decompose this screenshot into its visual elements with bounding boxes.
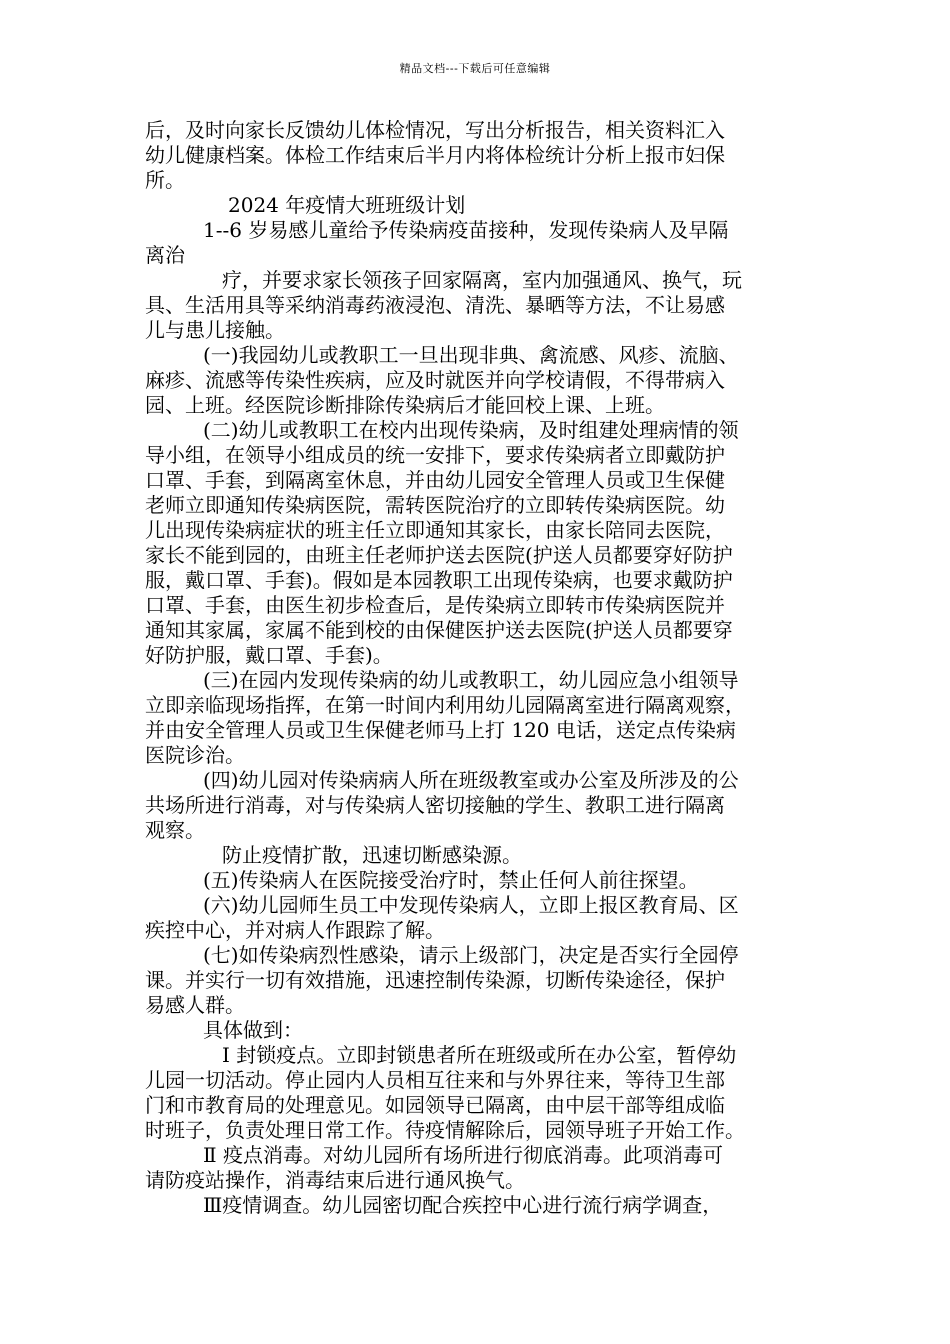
text-line: 幼儿健康档案。体检工作结束后半月内将体检统计分析上报市妇保 — [145, 143, 725, 167]
text-line: 服，戴口罩、手套)。假如是本园教职工出现传染病，也要求戴防护 — [145, 568, 733, 592]
text-line: 所。 — [145, 168, 185, 192]
page-header: 精品文档---下载后可任意编辑 — [399, 62, 551, 75]
document-body — [145, 118, 815, 1218]
text-line: 导小组，在领导小组成员的统一安排下，要求传染病者立即戴防护 — [145, 443, 725, 467]
text-line: 老师立即通知传染病医院，需转医院治疗的立即转传染病医院。幼 — [145, 493, 725, 517]
text-line: 观察。 — [145, 818, 205, 842]
text-line: 家长不能到园的，由班主任老师护送去医院(护送人员都要穿好防护 — [145, 543, 733, 567]
text-line: 共场所进行消毒，对与传染病人密切接触的学生、教职工进行隔离 — [145, 793, 725, 817]
text-line: 口罩、手套，到隔离室休息，并由幼儿园安全管理人员或卫生保健 — [145, 468, 725, 492]
text-line: 1--6 岁易感儿童给予传染病疫苗接种，发现传染病人及早隔 — [203, 218, 729, 242]
text-line: 园、上班。经医院诊断排除传染病后才能回校上课、上班。 — [145, 393, 665, 417]
text-line: 儿出现传染病症状的班主任立即通知其家长，由家长陪同去医院， — [145, 518, 725, 542]
text-line: 离治 — [145, 243, 185, 267]
text-line: (七)如传染病烈性感染，请示上级部门，决定是否实行全园停 — [203, 943, 739, 967]
text-line: 并由安全管理人员或卫生保健老师马上打 120 电话，送定点传染病 — [145, 718, 736, 742]
text-line: 2024 年疫情大班班级计划 — [228, 193, 466, 217]
text-line: 好防护服，戴口罩、手套)。 — [145, 643, 393, 667]
text-line: 后，及时向家长反馈幼儿体检情况，写出分析报告，相关资料汇入 — [145, 118, 725, 142]
text-line: (二)幼儿或教职工在校内出现传染病，及时组建处理病情的领 — [203, 418, 739, 442]
text-line: 时班子，负责处理日常工作。待疫情解除后，园领导班子开始工作。 — [145, 1118, 745, 1142]
text-line: 儿园一切活动。停止园内人员相互往来和与外界往来，等待卫生部 — [145, 1068, 725, 1092]
text-line: 口罩、手套，由医生初步检查后，是传染病立即转市传染病医院并 — [145, 593, 725, 617]
text-line: 具、生活用具等采纳消毒药液浸泡、清洗、暴晒等方法，不让易感 — [145, 293, 725, 317]
text-line: 易感人群。 — [145, 993, 245, 1017]
text-line: 立即亲临现场指挥，在第一时间内利用幼儿园隔离室进行隔离观察， — [145, 693, 745, 717]
text-line: 防止疫情扩散，迅速切断感染源。 — [222, 843, 522, 867]
text-line: (六)幼儿园师生员工中发现传染病人，立即上报区教育局、区 — [203, 893, 739, 917]
text-line: 医院诊治。 — [145, 743, 245, 767]
text-line: (四)幼儿园对传染病病人所在班级教室或办公室及所涉及的公 — [203, 768, 739, 792]
text-line: Ⅰ 封锁疫点。立即封锁患者所在班级或所在办公室，暂停幼 — [222, 1043, 737, 1067]
text-line: (三)在园内发现传染病的幼儿或教职工，幼儿园应急小组领导 — [203, 668, 739, 692]
text-line: 请防疫站操作，消毒结束后进行通风换气。 — [145, 1168, 525, 1192]
text-line: (五)传染病人在医院接受治疗时，禁止任何人前往探望。 — [203, 868, 699, 892]
text-line: 具体做到： — [203, 1018, 303, 1042]
text-line: 儿与患儿接触。 — [145, 318, 285, 342]
text-line: Ⅲ疫情调查。幼儿园密切配合疾控中心进行流行病学调查， — [203, 1193, 723, 1217]
text-line: 通知其家属，家属不能到校的由保健医护送去医院(护送人员都要穿 — [145, 618, 733, 642]
text-line: (一)我园幼儿或教职工一旦出现非典、禽流感、风疹、流脑、 — [203, 343, 739, 367]
text-line: 门和市教育局的处理意见。如园领导已隔离，由中层干部等组成临 — [145, 1093, 725, 1117]
text-line: Ⅱ 疫点消毒。对幼儿园所有场所进行彻底消毒。此项消毒可 — [203, 1143, 723, 1167]
text-line: 麻疹、流感等传染性疾病，应及时就医并向学校请假，不得带病入 — [145, 368, 725, 392]
text-line: 疗，并要求家长领孩子回家隔离，室内加强通风、换气，玩 — [222, 268, 742, 292]
text-line: 疾控中心，并对病人作跟踪了解。 — [145, 918, 445, 942]
text-line: 课。并实行一切有效措施，迅速控制传染源，切断传染途径，保护 — [145, 968, 725, 992]
